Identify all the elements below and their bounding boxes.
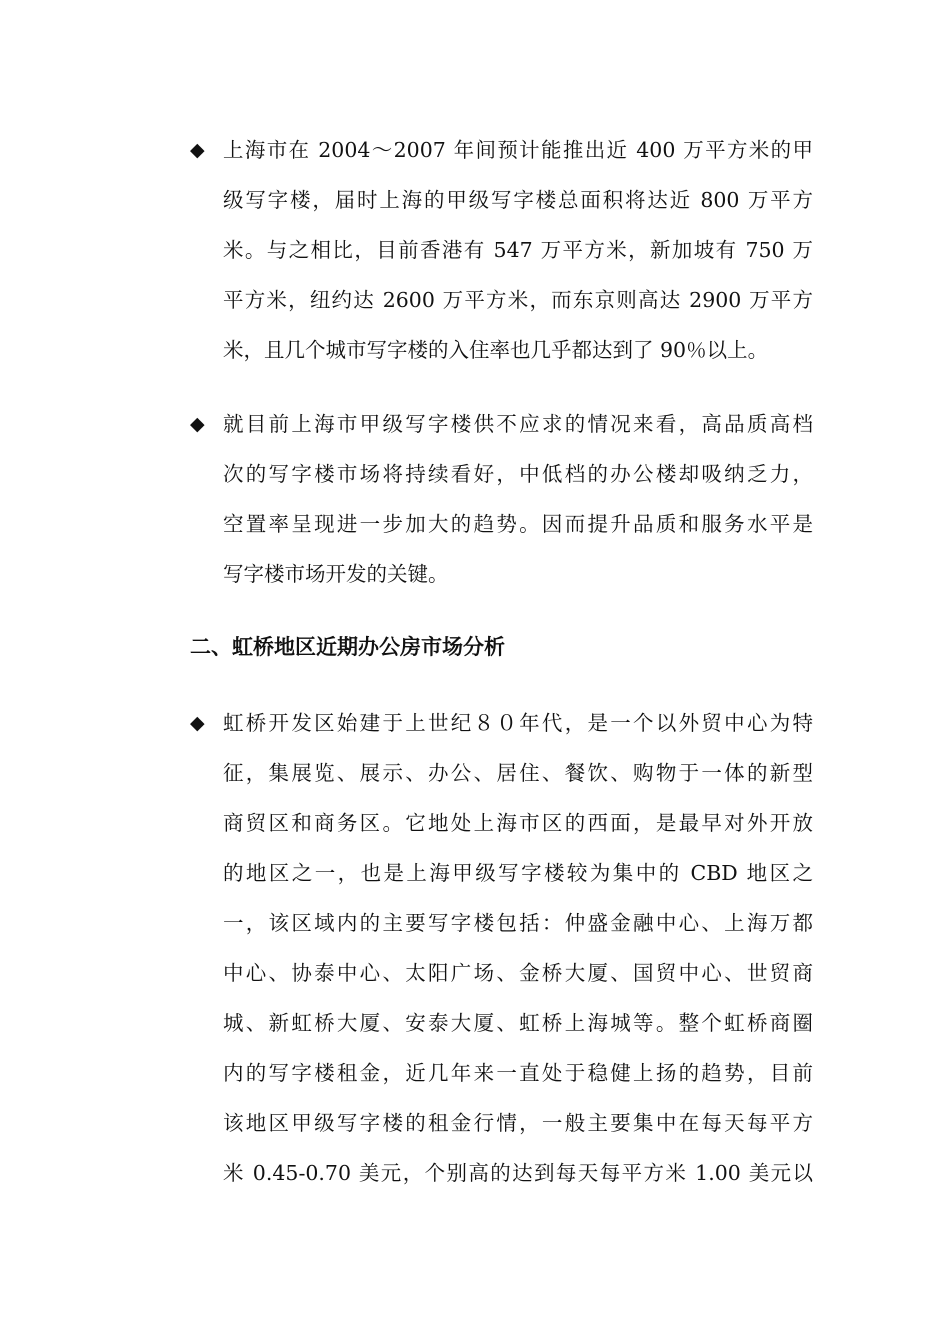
diamond-bullet-icon: ◆ [190, 712, 205, 734]
diamond-bullet-icon: ◆ [190, 139, 205, 161]
text-line: 内的写字楼租金，近几年来一直处于稳健上扬的趋势，目前 [223, 1061, 813, 1085]
text-line: 一，该区域内的主要写字楼包括：仲盛金融中心、上海万都 [223, 911, 813, 935]
paragraph-text [223, 399, 813, 599]
text-line: 上海市在 2004～2007 年间预计能推出近 400 万平方米的甲 [223, 138, 813, 162]
text-line: 征，集展览、展示、办公、居住、餐饮、购物于一体的新型 [223, 761, 813, 785]
text-line: 写字楼市场开发的关键。 [223, 562, 449, 586]
text-line: 米，且几个城市写字楼的入住率也几乎都达到了 90％以上。 [223, 338, 769, 362]
section-heading: 二、虹桥地区近期办公房市场分析 [190, 634, 505, 659]
text-line: 平方米，纽约达 2600 万平方米，而东京则高达 2900 万平方 [223, 288, 813, 312]
text-line: 该地区甲级写字楼的租金行情，一般主要集中在每天每平方 [223, 1111, 813, 1135]
text-line: 虹桥开发区始建于上世纪８０年代，是一个以外贸中心为特 [223, 711, 813, 735]
text-line: 就目前上海市甲级写字楼供不应求的情况来看，高品质高档 [223, 412, 813, 436]
paragraph-text [223, 698, 813, 1198]
diamond-bullet-icon: ◆ [190, 413, 205, 435]
text-line: 的地区之一，也是上海甲级写字楼较为集中的 CBD 地区之 [223, 861, 813, 885]
text-line: 米 0.45-0.70 美元，个别高的达到每天每平方米 1.00 美元以 [223, 1161, 813, 1185]
text-line: 级写字楼，届时上海的甲级写字楼总面积将达近 800 万平方 [223, 188, 813, 212]
text-line: 次的写字楼市场将持续看好，中低档的办公楼却吸纳乏力， [223, 462, 813, 486]
text-line: 米。与之相比，目前香港有 547 万平方米，新加坡有 750 万 [223, 238, 813, 262]
paragraph-text [223, 125, 813, 375]
text-line: 空置率呈现进一步加大的趋势。因而提升品质和服务水平是 [223, 512, 813, 536]
text-line: 中心、协泰中心、太阳广场、金桥大厦、国贸中心、世贸商 [223, 961, 813, 985]
text-line: 城、新虹桥大厦、安泰大厦、虹桥上海城等。整个虹桥商圈 [223, 1011, 813, 1035]
text-line: 商贸区和商务区。它地处上海市区的西面，是最早对外开放 [223, 811, 813, 835]
